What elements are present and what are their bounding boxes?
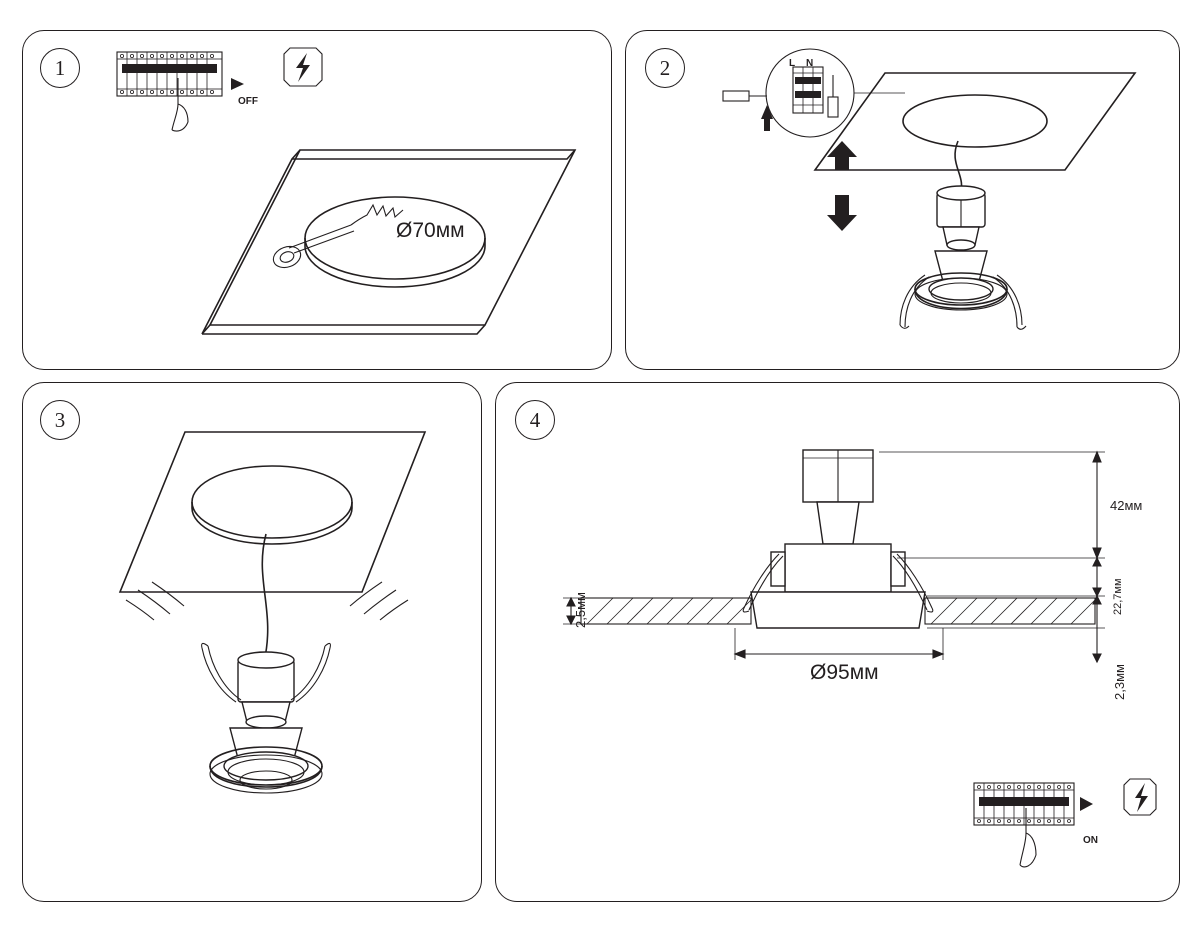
step2-artwork [715,45,1145,355]
step-number-badge-3: 3 [40,400,80,440]
hole-diameter-label: Ø70мм [396,219,465,242]
body-depth-label: 22,7мм [1112,578,1124,615]
step1-ceiling-artwork [190,135,590,350]
high-voltage-warning-icon [1124,779,1156,815]
outer-diameter-label: Ø95мм [810,661,879,684]
terminal-l-label: L [789,58,796,69]
hand-pointer-icon [172,78,188,131]
arrow-right-icon [1080,797,1093,811]
step1-artwork [100,42,330,132]
arrow-down-icon [827,195,857,231]
breaker-state-on-label: ON [1083,835,1098,846]
step4-breaker-artwork [960,775,1160,885]
step-number-badge-2: 2 [645,48,685,88]
arrow-right-icon [231,78,244,90]
step-number-badge-1: 1 [40,48,80,88]
breaker-state-off-label: OFF [238,96,258,107]
terminal-block-icon [793,67,823,113]
step4-dimension-artwork [545,432,1135,692]
high-voltage-warning-icon [284,48,322,86]
luminaire-body [210,652,322,793]
terminal-n-label: N [806,58,814,69]
screwdriver-icon [828,75,838,117]
arrow-up-icon [827,141,857,170]
height-total-label: 42мм [1110,498,1143,513]
wire-lead-icon [723,91,773,131]
front-ring-label: 2,3мм [1112,664,1127,700]
circuit-breaker-panel-icon [117,52,222,96]
luminaire-body [915,186,1007,310]
saw-key-icon [270,205,403,271]
hand-pointer-icon [1020,808,1036,867]
step3-artwork [90,410,470,860]
circuit-breaker-panel-icon [974,783,1074,825]
ceiling-thickness-label: 2,5мм [573,592,588,628]
step-number-badge-4: 4 [515,400,555,440]
